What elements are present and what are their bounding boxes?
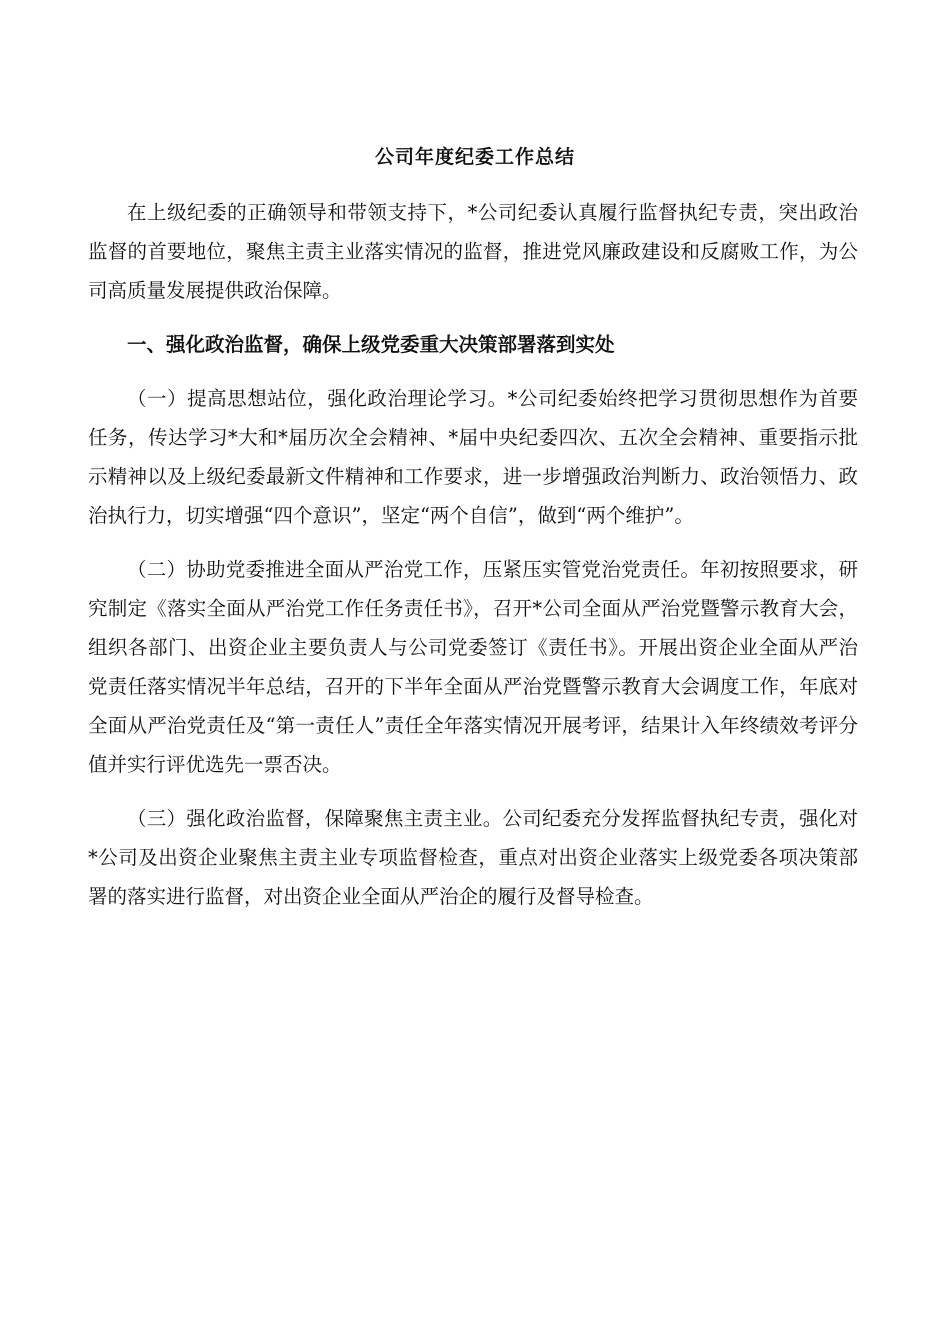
intro-paragraph: 在上级纪委的正确领导和带领支持下，*公司纪委认真履行监督执纪专责，突出政治监督的首要地位，聚焦主责主业落实情况的监督，推进党风廉政建设和反腐败工作，为公司高质量发展提供政治保障。 [88, 201, 858, 302]
section-1-paragraph-3: （三）强化政治监督，保障聚焦主责主业。公司纪委充分发挥监督执纪专责，强化对*公司及出资企业聚焦主责主业专项监督检查，重点对出资企业落实上级党委各项决策部署的落实进行监督，对出资企业全面从严治企的履行及督导检查。 [88, 807, 858, 908]
document-title: 公司年度纪委工作总结 [374, 146, 575, 168]
document-body [88, 193, 858, 916]
section-1-paragraph-1: （一）提高思想站位，强化政治理论学习。*公司纪委始终把学习贯彻思想作为首要任务，传达学习*大和*届历次全会精神、*届中央纪委四次、五次全会精神、重要指示批示精神以及上级纪委最新文件精神和工作要求，进一步增强政治判断力、政治领悟力、政治执行力，切实增强“四个意识”，坚定“两个自信”，做到“两个维护”。 [88, 387, 858, 527]
section-1-paragraph-2: （二）协助党委推进全面从严治党工作，压紧压实管党治党责任。年初按照要求，研究制定《落实全面从严治党工作任务责任书》，召开*公司全面从严治党暨警示教育大会，组织各部门、出资企业主要负责人与公司党委签订《责任书》。开展出资企业全面从严治党责任落实情况半年总结，召开的下半年全面从严治党暨警示教育大会调度工作，年底对全面从严治党责任及“第一责任人”责任全年落实情况开展考评，结果计入年终绩效考评分值并实行评优选先一票否决。 [88, 558, 858, 776]
section-heading-1: 一、强化政治监督，确保上级党委重大决策部署落到实处 [127, 333, 615, 356]
